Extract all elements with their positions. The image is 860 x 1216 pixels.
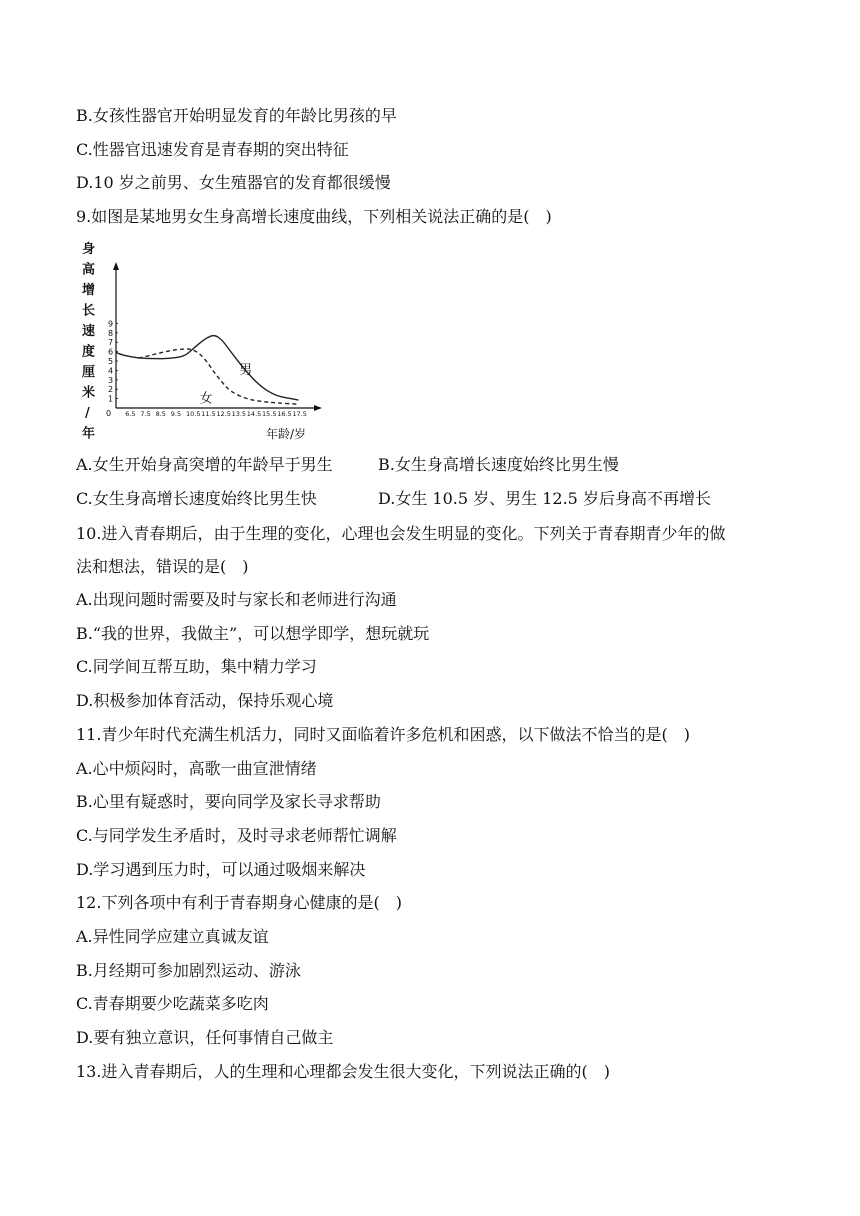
chart-y-tick-label: 6: [108, 347, 114, 357]
q10-stem-line-1: 10.进入青春期后，由于生理的变化，心理也会发生明显的变化。下列关于青春期青少年的做: [76, 524, 726, 543]
chart-x-tick-label: 15.5: [262, 410, 277, 418]
height-growth-chart: [78, 240, 338, 446]
chart-series-line-female: [139, 349, 299, 407]
q10-stem-line-2: 法和想法，错误的是( ): [76, 557, 249, 576]
chart-x-tick-label: 11.5: [201, 410, 216, 418]
chart-y-axis-arrow: [113, 262, 119, 270]
chart-y-label-char: 度: [82, 344, 96, 360]
chart-x-tick-label: 16.5: [277, 410, 292, 418]
chart-x-axis-label: 年龄/岁: [266, 427, 307, 441]
q12-option-a: A.异性同学应建立真诚友谊: [76, 927, 269, 946]
q9-stem: 9.如图是某地男女生身高增长速度曲线，下列相关说法正确的是( ): [76, 207, 552, 226]
q12-option-c: C.青春期要少吃蔬菜多吃肉: [76, 994, 269, 1013]
chart-y-label-char: 年: [82, 426, 96, 442]
q10-option-b: B.“我的世界，我做主”，可以想学即学，想玩就玩: [76, 624, 430, 643]
chart-x-tick-label: 14.5: [246, 410, 262, 418]
chart-y-tick-label: 3: [108, 375, 114, 385]
chart-y-label-char: 厘: [82, 365, 96, 380]
q12-stem: 12.下列各项中有利于青春期身心健康的是( ): [76, 893, 402, 912]
q10-option-a: A.出现问题时需要及时与家长和老师进行沟通: [76, 590, 397, 609]
chart-series-line-male: [116, 336, 298, 400]
chart-y-label-char: 长: [82, 303, 96, 319]
chart-y-tick-label: 9: [108, 319, 114, 329]
chart-x-tick-label: 8.5: [155, 410, 166, 418]
q11-stem: 11.青少年时代充满生机活力，同时又面临着许多危机和困惑，以下做法不恰当的是( ): [76, 725, 690, 744]
chart-series-label-female: 女: [199, 391, 213, 407]
chart-x-tick-label: 17.5: [292, 410, 307, 418]
chart-y-tick-label: 2: [108, 385, 114, 395]
chart-y-tick-label: 8: [108, 328, 114, 338]
q11-option-c: C.与同学发生矛盾时，及时寻求老师帮忙调解: [76, 826, 397, 845]
chart-y-label-char: 速: [82, 324, 96, 339]
q10-option-c: C.同学间互帮互助，集中精力学习: [76, 657, 317, 676]
chart-x-tick-label: 7.5: [140, 410, 151, 418]
q10-option-d: D.积极参加体育活动，保持乐观心境: [76, 691, 334, 710]
q8-option-c: C.性器官迅速发育是青春期的突出特征: [76, 140, 349, 159]
chart-x-tick-label: 9.5: [170, 410, 182, 418]
q11-option-d: D.学习遇到压力时，可以通过吸烟来解决: [76, 860, 366, 879]
chart-y-tick-label: 1: [108, 394, 114, 404]
q12-option-d: D.要有独立意识，任何事情自己做主: [76, 1028, 334, 1047]
chart-x-tick-label: 10.5: [186, 410, 201, 418]
chart-y-axis-label: [81, 241, 95, 442]
chart-y-label-char: 米: [82, 385, 96, 401]
q11-option-b: B.心里有疑惑时，要向同学及家长寻求帮助: [76, 792, 381, 811]
q12-option-b: B.月经期可参加剧烈运动、游泳: [76, 961, 301, 980]
chart-y-label-char: /: [85, 406, 90, 421]
chart-y-tick-label: 4: [108, 366, 114, 376]
chart-y-label-char: 增: [82, 283, 96, 298]
chart-x-tick-label: 12.5: [216, 410, 231, 418]
chart-x-tick-label: 13.5: [231, 410, 247, 418]
chart-x-tick-label: 6.5: [125, 410, 136, 418]
chart-y-label-char: 高: [82, 262, 96, 278]
q11-option-a: A.心中烦闷时，高歌一曲宣泄情绪: [76, 759, 317, 778]
chart-y-tick-label: 5: [108, 357, 114, 366]
q9-option-a: A.女生开始身高突增的年龄早于男生: [76, 455, 333, 474]
q9-option-b: B.女生身高增长速度始终比男生慢: [378, 455, 619, 474]
q8-option-d: D.10 岁之前男、女生殖器官的发育都很缓慢: [76, 173, 391, 192]
q8-option-b: B.女孩性器官开始明显发育的年龄比男孩的早: [76, 106, 397, 125]
q9-option-c: C.女生身高增长速度始终比男生快: [76, 489, 317, 508]
chart-series-labels: [200, 363, 253, 406]
chart-origin-label: 0: [106, 409, 112, 418]
chart-y-label-char: 身: [82, 242, 96, 257]
chart-y-tick-label: 7: [108, 338, 114, 348]
chart-series-label-male: 男: [239, 363, 253, 379]
q9-option-d: D.女生 10.5 岁、男生 12.5 岁后身高不再增长: [378, 489, 711, 508]
q13-stem: 13.进入青春期后，人的生理和心理都会发生很大变化，下列说法正确的( ): [76, 1062, 610, 1081]
chart-x-axis-arrow: [314, 405, 322, 411]
